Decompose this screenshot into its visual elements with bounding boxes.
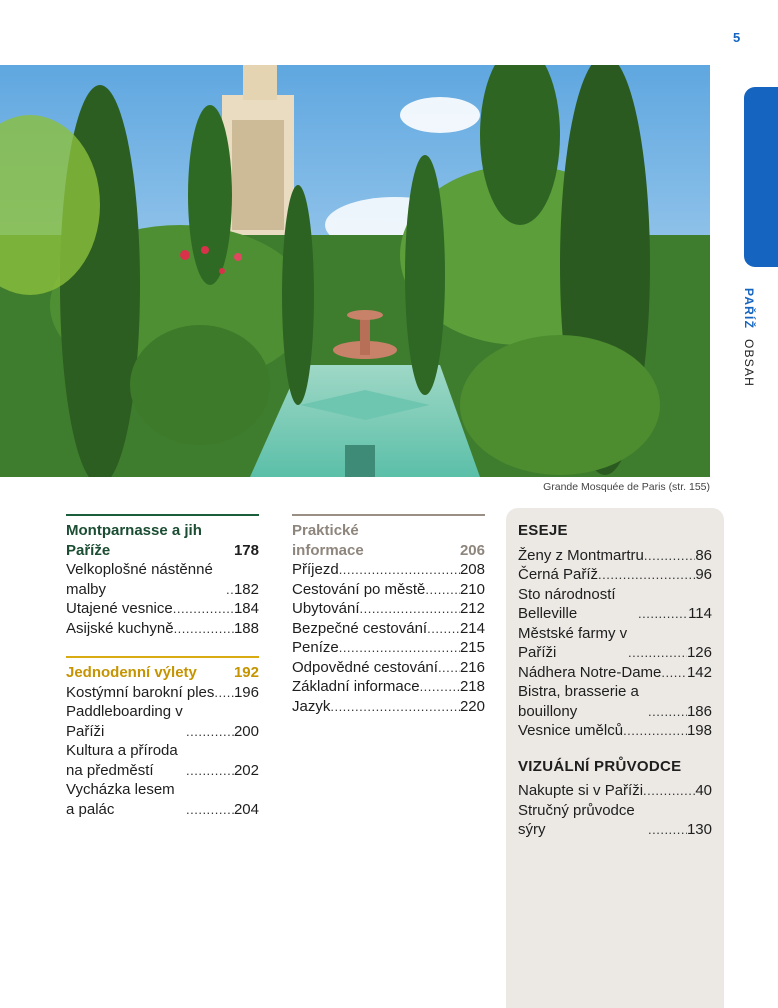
leader-dots (644, 546, 695, 566)
toc-entry[interactable] (518, 781, 712, 801)
entry-label: Jazyk (292, 697, 331, 715)
toc-section-heading[interactable] (66, 656, 259, 683)
photo-caption: Grande Mosquée de Paris (str. 155) (543, 481, 710, 493)
entry-label: Vycházka lesem a palác (66, 781, 175, 818)
leader-dots (438, 658, 460, 678)
entry-page: 184 (233, 600, 259, 617)
leader-dots (628, 643, 687, 663)
toc-entry[interactable] (66, 741, 259, 780)
running-header (742, 288, 756, 387)
entry-page: 215 (459, 639, 485, 656)
leader-dots (173, 599, 234, 619)
entry-page: 220 (459, 697, 485, 715)
section-tab (744, 87, 778, 267)
entry-label: Asijské kuchyně (66, 619, 174, 637)
leader-dots (648, 702, 687, 722)
entry-label: Vesnice umělců (518, 722, 624, 739)
entry-page: 40 (695, 782, 712, 799)
entry-page: 218 (459, 678, 485, 695)
entry-page: 114 (688, 605, 712, 622)
toc-section (66, 656, 259, 819)
section-page: 192 (233, 664, 259, 681)
section-title: Praktické informace (292, 522, 364, 559)
toc-entry[interactable] (518, 721, 712, 741)
leader-dots (186, 800, 234, 820)
leader-dots (420, 677, 460, 697)
toc-entry[interactable] (518, 565, 712, 585)
entry-page: 216 (459, 658, 485, 676)
entry-page: 214 (459, 619, 485, 637)
entry-label: Kostýmní barokní ples (66, 683, 215, 701)
toc-entry[interactable] (292, 619, 485, 639)
toc-entry[interactable] (292, 697, 485, 717)
entry-label: Paddleboarding v Paříži (66, 703, 183, 740)
entry-page: 204 (233, 800, 259, 818)
running-header-section: OBSAH (742, 338, 756, 387)
entry-page: 86 (695, 546, 712, 564)
toc-section (66, 514, 259, 638)
toc-column-2 (292, 514, 485, 734)
entry-page: 196 (233, 683, 259, 701)
entry-label: Bezpečné cestování (292, 619, 428, 637)
toc-entry[interactable] (518, 624, 712, 663)
toc-entry[interactable] (66, 560, 259, 599)
leader-dots (339, 638, 460, 658)
toc-section (292, 514, 485, 716)
leader-dots (623, 721, 687, 741)
leader-dots (648, 820, 687, 840)
entry-label: Ubytování (292, 600, 360, 617)
toc-entry[interactable] (518, 585, 712, 624)
entry-label: Utajené vesnice (66, 600, 173, 617)
essays-heading: ESEJE (518, 522, 568, 539)
toc-entry[interactable] (292, 599, 485, 619)
entry-label: Základní informace (292, 678, 420, 695)
leader-dots (661, 663, 687, 683)
running-header-city: PAŘÍŽ (742, 288, 756, 330)
leader-dots (226, 580, 234, 600)
entry-page: 210 (459, 580, 485, 598)
toc-entry[interactable] (518, 682, 712, 721)
visual-guide-heading: VIZUÁLNÍ PRŮVODCE (518, 757, 682, 775)
entry-page: 198 (686, 722, 712, 739)
mosque-garden-photo (0, 65, 710, 477)
features-box (506, 508, 724, 1008)
entry-label: Cestování po městě (292, 580, 426, 598)
entry-label: Městské farmy v Paříži (518, 624, 628, 661)
page-number: 5 (733, 30, 741, 45)
toc-entry[interactable] (66, 780, 259, 819)
toc-entry[interactable] (292, 580, 485, 600)
section-page: 206 (459, 541, 485, 559)
entry-label: Nádhera Notre-Dame (518, 663, 662, 681)
entry-page: 188 (233, 619, 259, 637)
entry-label: Peníze (292, 639, 339, 656)
leader-dots (598, 565, 695, 585)
toc-section-heading[interactable] (292, 514, 485, 560)
section-page: 178 (233, 541, 259, 559)
entry-page: 186 (686, 702, 712, 720)
toc-entry[interactable] (66, 683, 259, 703)
entry-label: Stručný průvodce sýry (518, 801, 635, 838)
leader-dots (330, 697, 460, 717)
leader-dots (638, 604, 688, 624)
entry-label: Sto národností Belleville (518, 585, 616, 622)
entry-label: Velkoplošné nástěnné malby (66, 561, 213, 598)
entry-page: 200 (233, 722, 259, 740)
leader-dots (214, 683, 234, 703)
leader-dots (174, 619, 234, 639)
entry-label: Kultura a příroda na předměstí (66, 742, 178, 779)
toc-entry[interactable] (518, 546, 712, 566)
toc-section-heading[interactable] (66, 514, 259, 560)
toc-entry[interactable] (66, 619, 259, 639)
section-title: Jednodenní výlety (66, 664, 197, 681)
leader-dots (339, 560, 460, 580)
entry-page: 142 (686, 663, 712, 681)
entry-label: Bistra, brasserie a bouillony (518, 683, 639, 720)
entry-page: 126 (686, 644, 712, 661)
entry-label: Odpovědné cestování (292, 658, 438, 676)
entry-page: 96 (695, 566, 712, 583)
leader-dots (360, 599, 460, 619)
leader-dots (643, 781, 695, 801)
entry-label: Ženy z Montmartru (518, 546, 644, 564)
entry-label: Příjezd (292, 561, 339, 578)
toc-entry[interactable] (292, 560, 485, 580)
toc-entry[interactable] (66, 702, 259, 741)
toc-entry[interactable] (292, 638, 485, 658)
leader-dots (425, 580, 460, 600)
entry-label: Černá Paříž (518, 566, 599, 583)
section-title: Montparnasse a jih Paříže (66, 522, 202, 559)
toc-entry[interactable] (518, 663, 712, 683)
leader-dots (186, 761, 234, 781)
toc-entry[interactable] (66, 599, 259, 619)
entry-page: 212 (459, 600, 485, 617)
toc-entry[interactable] (292, 677, 485, 697)
entry-page: 202 (233, 761, 259, 779)
entry-page: 182 (233, 580, 259, 598)
leader-dots (186, 722, 234, 742)
entry-page: 208 (459, 561, 485, 578)
entry-page: 130 (686, 821, 712, 838)
toc-column-1 (66, 514, 259, 837)
entry-label: Nakupte si v Paříži (518, 782, 644, 799)
toc-entry[interactable] (518, 801, 712, 840)
toc-entry[interactable] (292, 658, 485, 678)
leader-dots (427, 619, 460, 639)
